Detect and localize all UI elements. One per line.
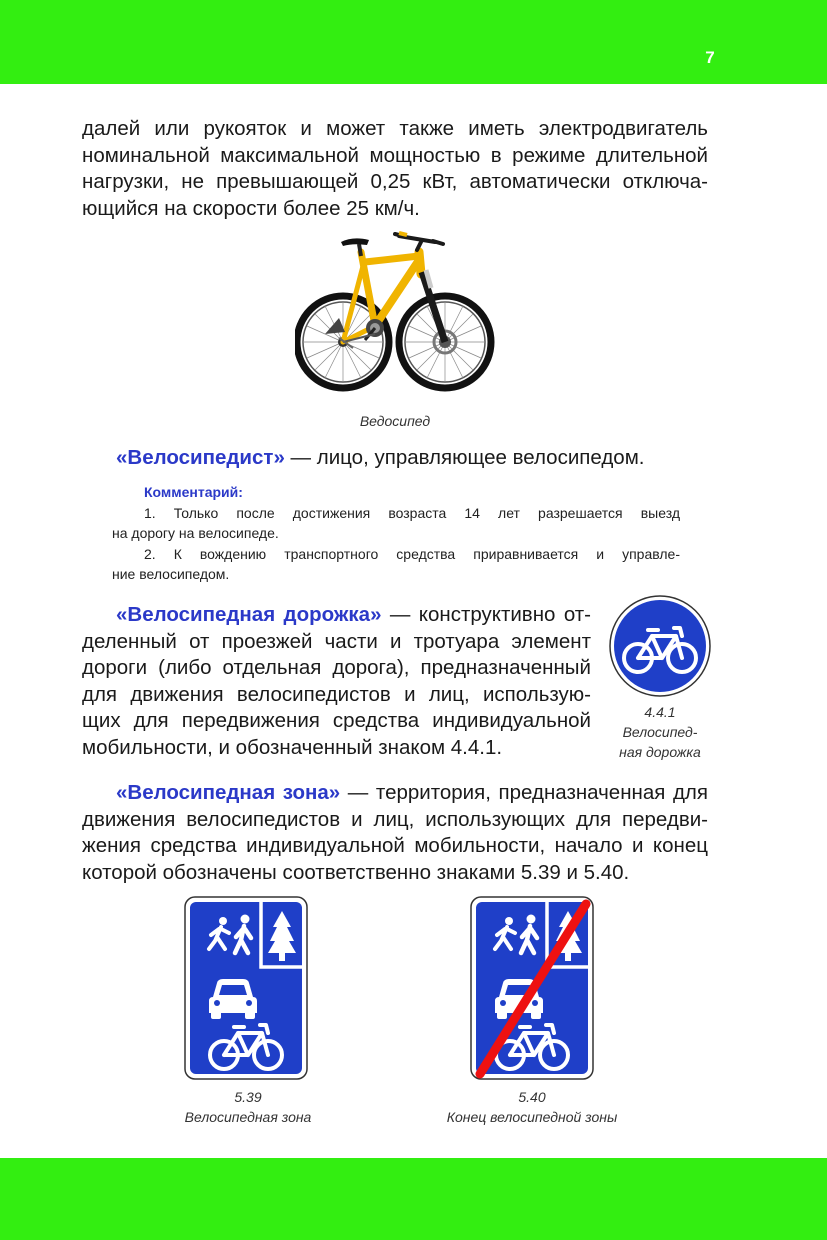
comment-line: на дорогу на велосипеде.	[112, 525, 279, 541]
sign-5-39-name: Велосипедная зона	[184, 1109, 312, 1125]
sign-4-4-1-name: ная дорожка	[619, 744, 701, 760]
intro-line: далей или рукояток и может также иметь электродвигатель	[82, 117, 708, 140]
bike-path-line: деленный от проезжей части и тротуара элемент	[82, 629, 591, 653]
bike-path-definition	[82, 602, 591, 761]
comment-line: 1. Только после достижения возраста 14 лет разрешается выезд	[144, 504, 680, 521]
intro-line: номинальной максимальной мощностью в режиме длительной	[82, 143, 708, 167]
sign-4-4-1-caption	[595, 702, 725, 762]
cyclist-definition-text: — лицо, управляющее велосипедом.	[284, 446, 645, 469]
bike-zone-definition	[82, 780, 708, 886]
intro-line: ющийся на скорости более 25 км/ч.	[82, 196, 420, 220]
comment-line: 2. К вождению транспортного средства приравнивается и управле-	[144, 545, 680, 562]
bike-path-line: для движения велосипедистов и лиц, использую-	[82, 682, 591, 706]
sign-5-39-number: 5.39	[234, 1089, 262, 1105]
comment-block	[112, 482, 680, 585]
bike-path-line: щих для передвижения средства индивидуальной	[82, 709, 591, 732]
sign-5-40-name: Конец велосипедной зоны	[446, 1109, 618, 1125]
sign-5-39-bike-zone	[184, 896, 308, 1080]
bike-zone-text: — территория, предназначенная для	[340, 781, 708, 804]
page-number: 7	[705, 48, 715, 67]
sign-4-4-1-bike-path	[608, 594, 712, 698]
bike-path-line: мобильности, и обозначенный знаком 4.4.1.	[82, 735, 503, 759]
sign-5-39-caption	[150, 1087, 346, 1127]
bike-zone-line: жения средства индивидуальной мобильности, начало и конец	[82, 834, 708, 857]
bicycle-illustration	[295, 222, 497, 400]
term-cyclist: «Велосипедист»	[116, 446, 285, 469]
bike-path-text: — конструктивно от-	[381, 603, 591, 626]
intro-line: нагрузки, не превышающей 0,25 кВт, автоматически отключа-	[82, 170, 708, 193]
sign-5-40-end-bike-zone	[470, 896, 594, 1080]
bike-path-line: дороги (либо отдельная дорога), предназначенный	[82, 656, 591, 679]
term-bike-zone: «Велосипедная зона»	[116, 781, 341, 804]
bicycle-caption: Ведосипед	[359, 413, 431, 429]
footer-bar	[0, 1158, 827, 1240]
term-bike-path: «Велосипедная дорожка»	[116, 603, 382, 626]
comment-line: ние велосипедом.	[112, 566, 230, 582]
sign-5-40-number: 5.40	[518, 1089, 546, 1105]
sign-5-40-caption	[412, 1087, 652, 1127]
cyclist-definition	[82, 445, 708, 472]
bike-zone-line: которой обозначены соответственно знаками 5.39 и 5.40.	[82, 860, 630, 884]
intro-paragraph	[82, 116, 708, 222]
header-bar	[0, 0, 827, 84]
bike-zone-line: движения велосипедистов и лиц, использующих для передви-	[82, 807, 708, 831]
sign-4-4-1-number: 4.4.1	[644, 704, 676, 720]
comment-title: Комментарий:	[144, 484, 243, 500]
sign-4-4-1-name: Велосипед-	[622, 724, 698, 740]
